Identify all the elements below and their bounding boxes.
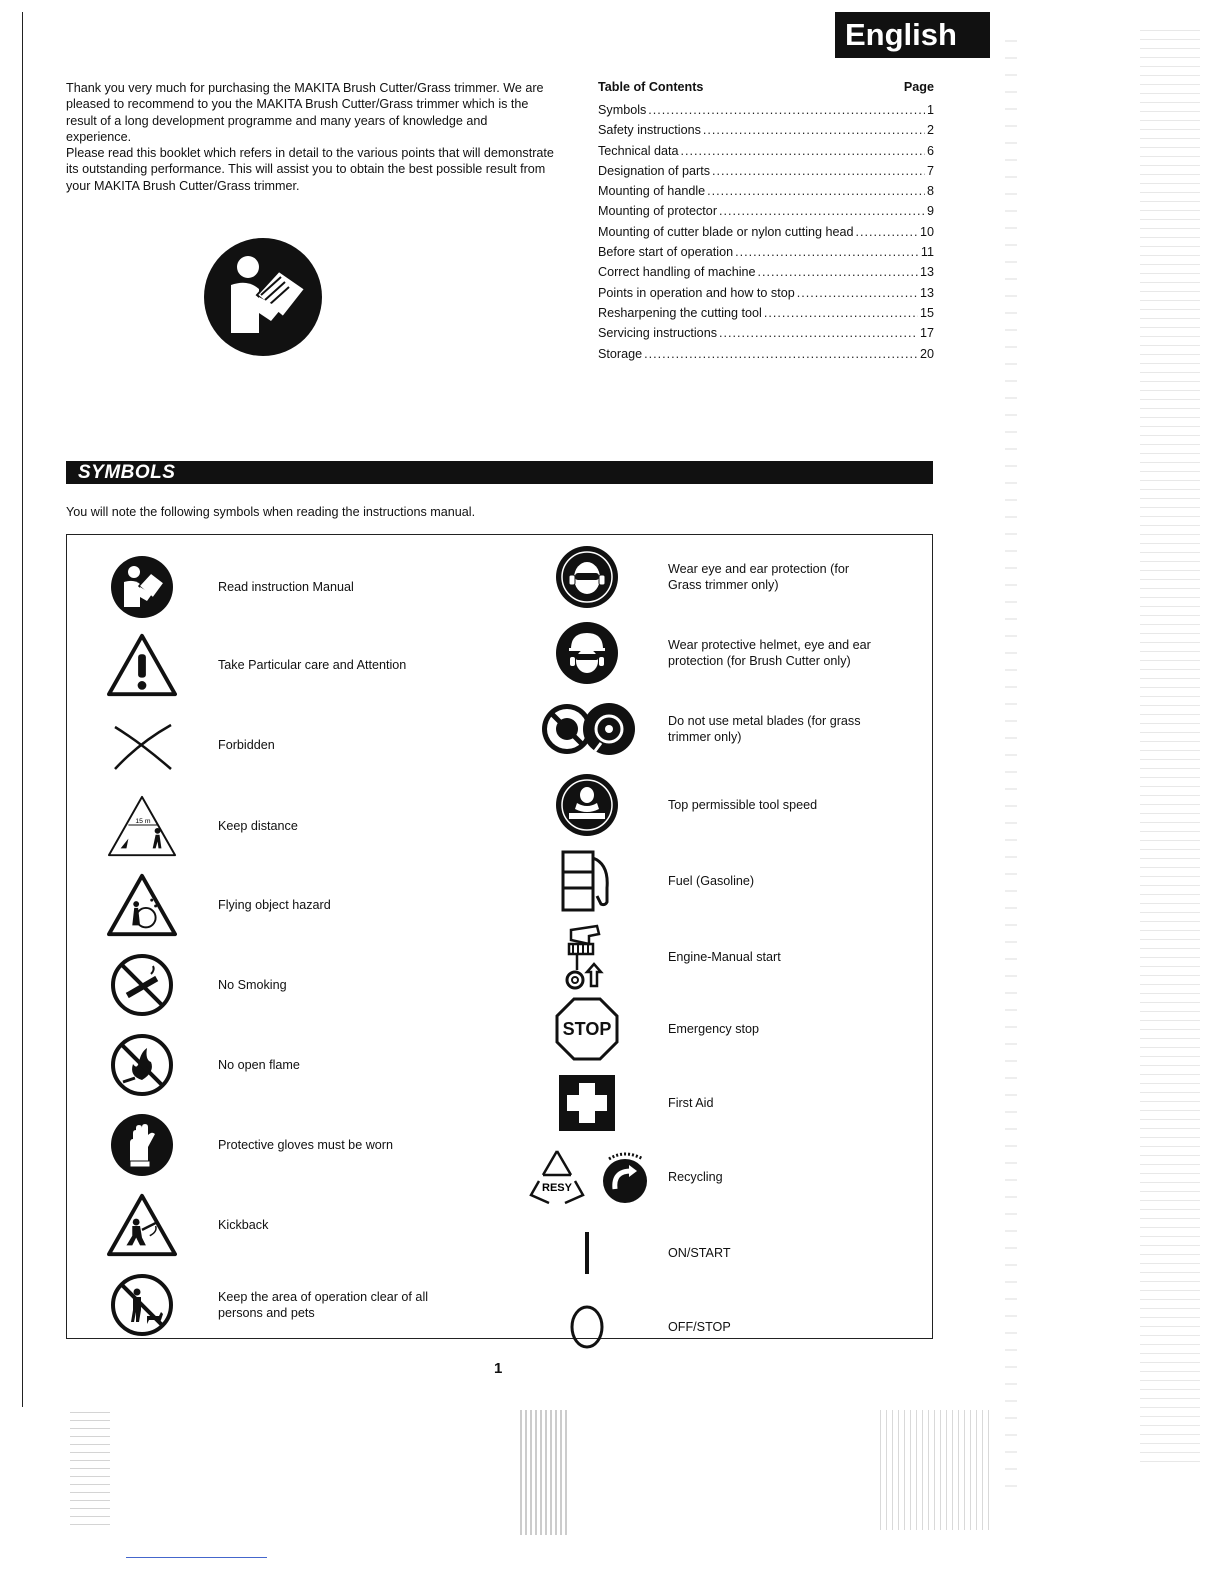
- toc-leader-dots: [797, 286, 918, 300]
- forbidden-cross-icon: [107, 711, 177, 779]
- eye-ear-protection-icon: [552, 543, 622, 611]
- symbols-intro: You will note the following symbols when reading the instructions manual.: [66, 505, 476, 519]
- toc-entry: [598, 347, 934, 367]
- off-stop-icon: [552, 1293, 622, 1361]
- keep-clear-icon: [107, 1271, 177, 1339]
- toc-entry-page: 2: [926, 123, 934, 138]
- symbol-row: [507, 771, 927, 839]
- symbol-row: [507, 695, 927, 763]
- symbol-row: [67, 951, 497, 1019]
- toc-entry: [598, 286, 934, 306]
- symbol-label: No Smoking: [218, 977, 287, 992]
- toc-entry-page: 13: [919, 265, 934, 280]
- language-tab: English: [835, 12, 990, 58]
- toc-entry-label: Designation of parts: [598, 163, 711, 178]
- toc-leader-dots: [719, 204, 925, 218]
- symbol-row: [507, 847, 927, 915]
- intro-paragraph-1: Thank you very much for purchasing the MAKITA Brush Cutter/Grass trimmer. We are pleased to recommend to you the MAKITA Brush Cutter/Grass trimmer which is the result of a long development programme and many years of knowledge and experience.: [66, 81, 544, 144]
- toc-entry-label: Technical data: [598, 143, 679, 158]
- symbol-row: [67, 1111, 497, 1179]
- stop-sign-icon: [552, 995, 622, 1063]
- toc-header: [598, 80, 934, 98]
- toc-entry-page: 8: [926, 184, 934, 199]
- symbol-label: Wear eye and ear protection (for Grass trimmer only): [668, 561, 850, 592]
- toc-title: Table of Contents: [598, 80, 704, 94]
- toc-entry-label: Safety instructions: [598, 123, 701, 138]
- symbol-label: No open flame: [218, 1057, 300, 1072]
- intro-paragraph-2: Please read this booklet which refers in detail to the various points that will demonstrate its outstanding performance. This will assist you to obtain the best possible result from your MAKITA Brush Cutter/Grass trimmer.: [66, 146, 554, 193]
- symbol-row: [67, 1271, 497, 1339]
- page-number: 1: [494, 1360, 503, 1377]
- gloves-icon: [107, 1111, 177, 1179]
- symbol-label: Engine-Manual start: [668, 949, 781, 964]
- recycling-icon: [527, 1143, 657, 1211]
- toc-leader-dots: [719, 326, 918, 340]
- toc-entry-label: Servicing instructions: [598, 326, 717, 341]
- toc-entry-label: Resharpening the cutting tool: [598, 305, 762, 320]
- toc-entry-page: 15: [919, 305, 934, 320]
- symbol-label: Keep distance: [218, 818, 298, 833]
- toc-entry: [598, 245, 934, 265]
- toc-entry-page: 10: [919, 224, 934, 239]
- footer-underline: [126, 1557, 267, 1558]
- read-manual-icon: [107, 553, 177, 621]
- intro-text: [66, 80, 556, 194]
- toc-leader-dots: [712, 164, 925, 178]
- toc-entry-page: 9: [926, 204, 934, 219]
- toc-entry: [598, 123, 934, 143]
- symbol-label: First Aid: [668, 1095, 714, 1110]
- symbol-label: Protective gloves must be worn: [218, 1137, 393, 1152]
- symbol-row: [507, 995, 927, 1063]
- toc-entry-label: Storage: [598, 346, 643, 361]
- toc-leader-dots: [735, 245, 919, 259]
- scan-noise: [70, 1412, 110, 1532]
- symbol-row: [67, 792, 497, 860]
- toc-entry-label: Correct handling of machine: [598, 265, 756, 280]
- symbol-label: Read instruction Manual: [218, 579, 354, 594]
- symbols-heading: SYMBOLS: [78, 462, 176, 483]
- toc-entry-label: Mounting of protector: [598, 204, 718, 219]
- table-of-contents: [598, 80, 934, 367]
- toc-leader-dots: [681, 144, 925, 158]
- toc-entry: [598, 326, 934, 346]
- symbol-row: [507, 1069, 927, 1137]
- symbol-label: Keep the area of operation clear of all persons and pets: [218, 1289, 429, 1320]
- scan-noise: [1005, 40, 1017, 1490]
- symbol-row: [67, 1031, 497, 1099]
- toc-leader-dots: [707, 184, 925, 198]
- toc-entry-page: 11: [920, 245, 934, 260]
- symbols-section-bar: [66, 461, 933, 484]
- toc-entry-label: Points in operation and how to stop: [598, 285, 795, 300]
- toc-entry-page: 1: [926, 103, 934, 117]
- read-manual-icon: [203, 237, 323, 357]
- kickback-icon: [107, 1191, 177, 1259]
- toc-entry-page: 20: [919, 346, 934, 361]
- helmet-protection-icon: [552, 619, 622, 687]
- toc-entry-label: Symbols: [598, 103, 647, 117]
- symbol-label: Do not use metal blades (for grass trimmer only): [668, 713, 861, 744]
- symbol-label: Wear protective helmet, eye and ear protection (for Brush Cutter only): [668, 637, 871, 668]
- tool-speed-icon: [552, 771, 622, 839]
- symbol-row: [507, 1143, 927, 1211]
- symbol-label: Fuel (Gasoline): [668, 873, 755, 888]
- symbol-label: Recycling: [668, 1169, 723, 1184]
- page-margin-line: [22, 12, 23, 1407]
- toc-entry: [598, 204, 934, 224]
- toc-entry-label: Mounting of cutter blade or nylon cutting head: [598, 224, 854, 239]
- symbol-label: Take Particular care and Attention: [218, 657, 407, 672]
- scan-noise: [1140, 30, 1200, 1470]
- symbol-label: Kickback: [218, 1217, 269, 1232]
- toc-leader-dots: [758, 265, 918, 279]
- toc-entry: [598, 144, 934, 164]
- toc-page-header: Page: [903, 80, 934, 94]
- toc-leader-dots: [648, 103, 925, 117]
- toc-entry: [598, 184, 934, 204]
- symbol-row: [507, 1219, 927, 1287]
- symbol-label: ON/START: [668, 1245, 731, 1260]
- toc-leader-dots: [644, 347, 918, 361]
- toc-leader-dots: [703, 123, 925, 137]
- symbol-row: [507, 619, 927, 687]
- toc-entry-label: Mounting of handle: [598, 184, 706, 199]
- symbol-label: Forbidden: [218, 737, 275, 752]
- symbol-label: Flying object hazard: [218, 897, 331, 912]
- scan-noise: [520, 1410, 570, 1535]
- toc-entry-page: 17: [919, 326, 934, 341]
- warning-triangle-icon: [107, 631, 177, 699]
- manual-start-icon: [552, 923, 622, 991]
- symbol-row: [507, 543, 927, 611]
- symbol-label: OFF/STOP: [668, 1319, 731, 1334]
- symbol-row: [67, 553, 497, 621]
- toc-entry: [598, 265, 934, 285]
- symbol-row: [67, 711, 497, 779]
- svg-text:STOP: STOP: [562, 1019, 612, 1039]
- toc-entry: [598, 103, 934, 123]
- keep-distance-icon: [107, 792, 177, 860]
- toc-entry-page: 13: [919, 285, 934, 300]
- fuel-pump-icon: [552, 847, 622, 915]
- first-aid-icon: [552, 1069, 622, 1137]
- symbol-label: Top permissible tool speed: [668, 797, 818, 812]
- svg-text:15 m: 15 m: [135, 818, 151, 826]
- toc-entry-page: 6: [926, 143, 934, 158]
- no-metal-blades-icon: [539, 695, 639, 763]
- toc-entry: [598, 164, 934, 184]
- symbol-row: [67, 631, 497, 699]
- symbol-row: [507, 1293, 927, 1361]
- toc-entry: [598, 225, 934, 245]
- on-start-icon: [552, 1219, 622, 1287]
- toc-entry-page: 7: [926, 163, 934, 178]
- symbol-row: [507, 923, 927, 991]
- symbol-label: Emergency stop: [668, 1021, 759, 1036]
- toc-entry: [598, 306, 934, 326]
- symbol-row: [67, 871, 497, 939]
- symbol-row: [67, 1191, 497, 1259]
- no-open-flame-icon: [107, 1031, 177, 1099]
- svg-text:RESY: RESY: [542, 1182, 572, 1194]
- toc-leader-dots: [764, 306, 918, 320]
- toc-entry-label: Before start of operation: [598, 245, 734, 260]
- scan-noise: [880, 1410, 990, 1530]
- symbols-table: [66, 534, 933, 1339]
- no-smoking-icon: [107, 951, 177, 1019]
- flying-object-icon: [107, 871, 177, 939]
- toc-leader-dots: [856, 225, 918, 239]
